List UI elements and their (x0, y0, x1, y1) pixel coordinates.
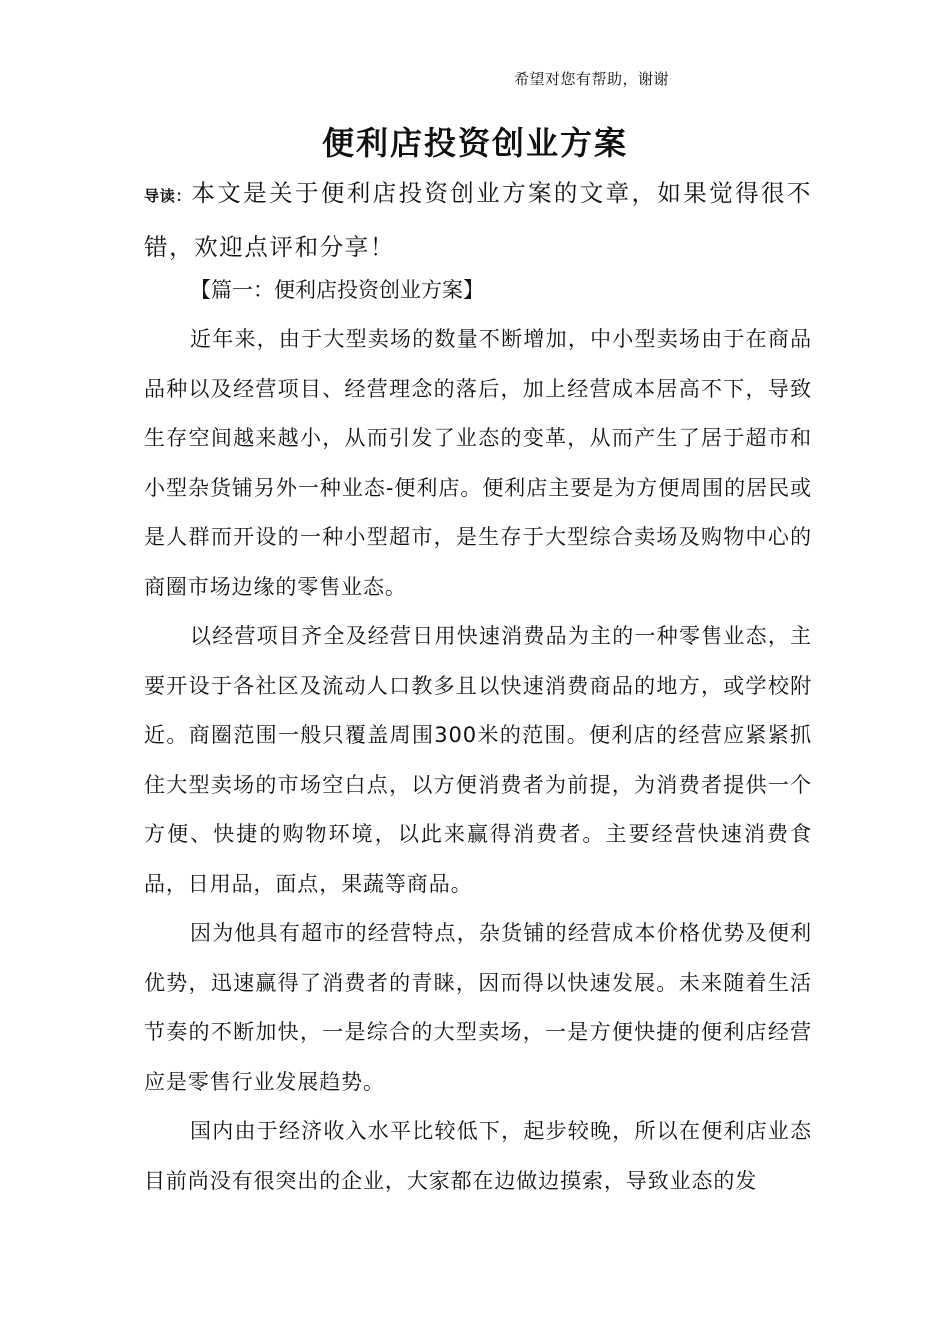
document-title: 便利店投资创业方案 (321, 124, 628, 162)
intro-label: 导读： (144, 187, 192, 205)
intro-text: 本文是关于便利店投资创业方案的文章，如果觉得很不错，欢迎点评和分享！ (144, 179, 812, 261)
document-body (144, 266, 812, 1206)
header-note: 希望对您有帮助，谢谢 (514, 70, 670, 88)
body-paragraph: 以经营项目齐全及经营日用快速消费品为主的一种零售业态，主要开设于各社区及流动人口教多且以快速消费商品的地方，或学校附近。商圈范围一般只覆盖周围300米的范围。便利店的经营应紧紧抓住大型卖场的市场空白点，以方便消费者为前提，为消费者提供一个方便、快捷的购物环境，以此来赢得消费者。主要经营快速消费食品，日用品，面点，果蔬等商品。 (144, 624, 812, 896)
intro-paragraph (144, 168, 812, 273)
section-heading: 【篇一：便利店投资创业方案】 (190, 278, 484, 302)
body-paragraph: 国内由于经济收入水平比较低下，起步较晚，所以在便利店业态目前尚没有很突出的企业，大家都在边做边摸索，导致业态的发 (144, 1119, 812, 1193)
body-paragraph: 近年来，由于大型卖场的数量不断增加，中小型卖场由于在商品品种以及经营项目、经营理念的落后，加上经营成本居高不下，导致生存空间越来越小，从而引发了业态的变革，从而产生了居于超市和小型杂货铺另外一种业态-便利店。便利店主要是为方便周围的居民或是人群而开设的一种小型超市，是生存于大型综合卖场及购物中心的商圈市场边缘的零售业态。 (144, 327, 812, 599)
body-paragraph: 因为他具有超市的经营特点，杂货铺的经营成本价格优势及便利优势，迅速赢得了消费者的青睐，因而得以快速发展。未来随着生活节奏的不断加快，一是综合的大型卖场，一是方便快捷的便利店经营应是零售行业发展趋势。 (144, 921, 812, 1094)
